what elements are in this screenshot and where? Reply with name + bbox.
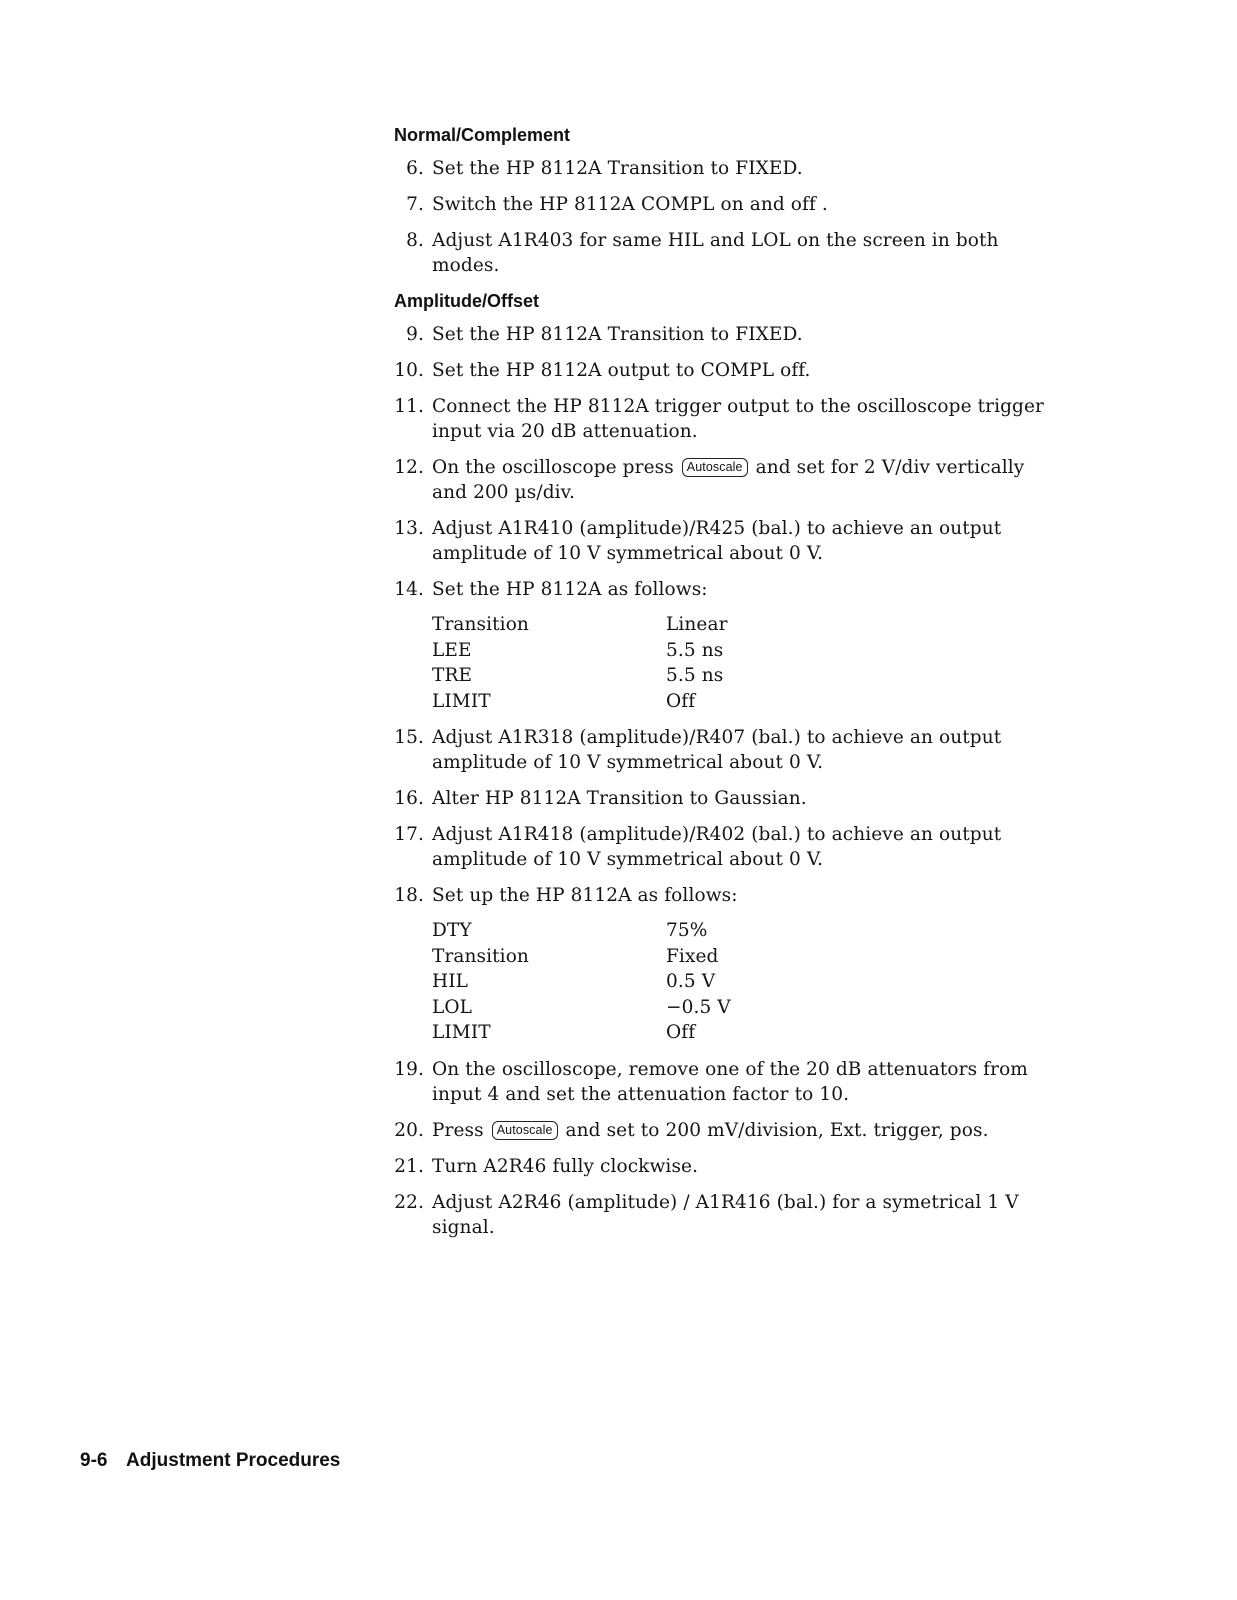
step-number: 18. bbox=[394, 885, 424, 906]
step-number: 6. bbox=[406, 158, 424, 179]
step-text: Adjust A1R403 for same HIL and LOL on the screen in both modes. bbox=[432, 230, 999, 276]
step-number: 21. bbox=[394, 1155, 424, 1177]
settings-row bbox=[432, 638, 728, 664]
step-text: Adjust A2R46 (amplitude) / A1R416 (bal.) for a symetrical 1 V signal. bbox=[432, 1191, 1019, 1238]
step-16 bbox=[394, 786, 1054, 811]
step-18 bbox=[394, 883, 1054, 1046]
setting-parameter: LIMIT bbox=[432, 1022, 491, 1043]
section-heading-amplitude-offset: Amplitude/Offset bbox=[394, 291, 540, 311]
setting-parameter: Transition bbox=[432, 945, 529, 967]
settings-table-fixed bbox=[432, 918, 731, 1046]
step-text: Alter HP 8112A Transition to Gaussian. bbox=[432, 788, 807, 809]
step-14 bbox=[394, 577, 1054, 714]
step-text: On the oscilloscope, remove one of the 20 dB attenuators from input 4 and set the attenuation factor to 10. bbox=[432, 1058, 1028, 1105]
step-text: Adjust A1R418 (amplitude)/R402 (bal.) to achieve an output amplitude of 10 V symmetrical about 0 V. bbox=[432, 824, 1002, 870]
steps-list-normal-complement bbox=[394, 156, 1054, 278]
setting-value: 75% bbox=[666, 920, 708, 941]
setting-parameter: Transition bbox=[432, 614, 529, 635]
step-6 bbox=[394, 156, 1054, 181]
step-text: Set the HP 8112A Transition to FIXED. bbox=[432, 324, 803, 345]
step-number: 15. bbox=[394, 727, 424, 748]
step-17 bbox=[394, 822, 1054, 872]
setting-value: Off bbox=[666, 1022, 696, 1043]
step-text: Set up the HP 8112A as follows: bbox=[432, 885, 738, 906]
steps-list-amplitude-offset bbox=[394, 322, 1054, 1240]
step-number: 10. bbox=[394, 360, 424, 381]
setting-value: 0.5 V bbox=[666, 971, 716, 992]
settings-row bbox=[432, 612, 728, 638]
step-number: 13. bbox=[394, 518, 424, 539]
setting-parameter: LEE bbox=[432, 639, 472, 661]
setting-value: −0.5 V bbox=[666, 996, 731, 1018]
autoscale-key: Autoscale bbox=[492, 1121, 558, 1140]
step-10 bbox=[394, 358, 1054, 383]
setting-value: Fixed bbox=[666, 945, 719, 967]
step-8 bbox=[394, 228, 1054, 278]
step-22 bbox=[394, 1190, 1054, 1240]
step-number: 9. bbox=[406, 324, 424, 345]
step-13 bbox=[394, 516, 1054, 566]
step-text-after-key: and set to 200 mV/division, Ext. trigger, pos. bbox=[565, 1119, 989, 1141]
step-12 bbox=[394, 455, 1054, 505]
step-text: Set the HP 8112A as follows: bbox=[432, 579, 708, 600]
step-text: Set the HP 8112A output to COMPL off. bbox=[432, 360, 811, 381]
setting-parameter: LIMIT bbox=[432, 690, 491, 712]
step-9 bbox=[394, 322, 1054, 347]
step-21 bbox=[394, 1154, 1054, 1179]
step-number: 20. bbox=[394, 1119, 424, 1141]
step-number: 22. bbox=[394, 1191, 424, 1213]
page-footer bbox=[80, 1449, 340, 1473]
setting-value: 5.5 ns bbox=[666, 639, 724, 661]
setting-parameter: LOL bbox=[432, 996, 473, 1018]
step-number: 11. bbox=[394, 396, 424, 417]
settings-row bbox=[432, 1020, 731, 1046]
section-heading-normal-complement: Normal/Complement bbox=[394, 125, 571, 145]
step-text-before-key: On the oscilloscope press bbox=[432, 457, 674, 478]
setting-parameter: DTY bbox=[432, 920, 472, 941]
settings-row bbox=[432, 689, 728, 715]
autoscale-key: Autoscale bbox=[682, 458, 748, 477]
settings-row bbox=[432, 969, 731, 995]
step-text: Connect the HP 8112A trigger output to the oscilloscope trigger input via 20 dB attenuation. bbox=[432, 396, 1044, 442]
step-text: Switch the HP 8112A COMPL on and off . bbox=[432, 194, 828, 215]
step-text bbox=[432, 1118, 1054, 1143]
settings-row bbox=[432, 663, 728, 689]
step-15 bbox=[394, 725, 1054, 775]
step-20 bbox=[394, 1118, 1054, 1143]
settings-row bbox=[432, 918, 731, 944]
step-text bbox=[432, 455, 1054, 505]
step-text-after-key: and set for 2 V/div vertically and 200 µs/div. bbox=[432, 457, 1025, 503]
step-text-before-key: Press bbox=[432, 1119, 484, 1141]
step-text: Adjust A1R410 (amplitude)/R425 (bal.) to achieve an output amplitude of 10 V symmetrical about 0 V. bbox=[432, 518, 1002, 564]
setting-value: 5.5 ns bbox=[666, 665, 724, 686]
setting-parameter: TRE bbox=[432, 665, 473, 686]
settings-row bbox=[432, 995, 731, 1021]
step-number: 17. bbox=[394, 824, 424, 845]
step-11 bbox=[394, 394, 1054, 444]
settings-row bbox=[432, 944, 731, 970]
step-number: 12. bbox=[394, 457, 424, 478]
setting-parameter: HIL bbox=[432, 971, 469, 992]
step-number: 19. bbox=[394, 1058, 424, 1080]
step-number: 14. bbox=[394, 579, 424, 600]
step-7 bbox=[394, 192, 1054, 217]
page-content bbox=[394, 124, 1054, 1251]
step-19 bbox=[394, 1057, 1054, 1107]
page-number: 9-6 bbox=[80, 1450, 108, 1471]
setting-value: Linear bbox=[666, 614, 728, 635]
step-number: 16. bbox=[394, 788, 424, 809]
step-text: Set the HP 8112A Transition to FIXED. bbox=[432, 158, 803, 179]
step-number: 8. bbox=[406, 230, 424, 251]
settings-table-linear bbox=[432, 612, 728, 714]
footer-title: Adjustment Procedures bbox=[126, 1450, 341, 1471]
step-number: 7. bbox=[406, 194, 424, 215]
step-text: Adjust A1R318 (amplitude)/R407 (bal.) to achieve an output amplitude of 10 V symmetrical about 0 V. bbox=[432, 727, 1002, 773]
step-text: Turn A2R46 fully clockwise. bbox=[432, 1155, 699, 1177]
setting-value: Off bbox=[666, 690, 696, 712]
